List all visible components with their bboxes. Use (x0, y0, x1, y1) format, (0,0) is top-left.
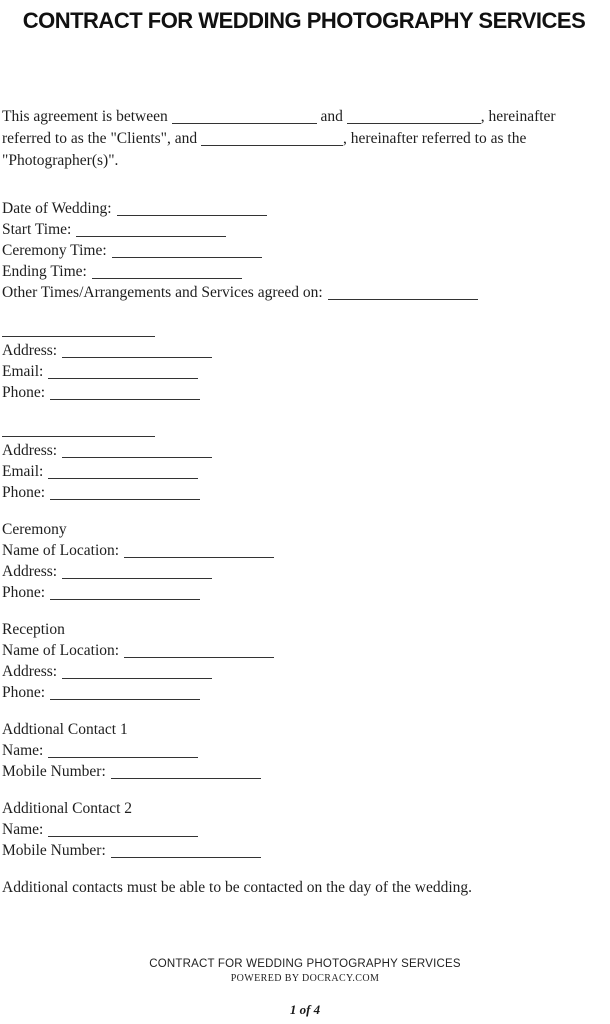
contact1-mobile-label: Mobile Number: (2, 763, 106, 780)
footer-document-title: CONTRACT FOR WEDDING PHOTOGRAPHY SERVICES (149, 958, 461, 970)
client2-address-blank (62, 446, 212, 458)
ending-time-label: Ending Time: (2, 263, 87, 280)
client-name-blank-1 (172, 112, 317, 124)
form-line-date-of-wedding (2, 198, 606, 219)
client2-name-blank (2, 425, 155, 437)
client1-address-blank (62, 346, 212, 358)
ceremony-address-line (2, 561, 606, 582)
client2-address-line (2, 440, 606, 461)
form-line-ending-time (2, 261, 606, 282)
client2-phone-line (2, 482, 606, 503)
client1-name-blank (2, 325, 155, 337)
intro-text-2: and (316, 108, 347, 125)
reception-section (2, 619, 606, 703)
reception-heading: Reception (2, 621, 65, 638)
date-of-wedding-label: Date of Wedding: (2, 200, 112, 217)
date-of-wedding-blank (117, 204, 267, 216)
ceremony-time-label: Ceremony Time: (2, 242, 107, 259)
form-line-start-time (2, 219, 606, 240)
client2-email-line (2, 461, 606, 482)
form-line-ceremony-time (2, 240, 606, 261)
ceremony-address-blank (62, 567, 212, 579)
client2-email-blank (48, 467, 198, 479)
client1-phone-line (2, 382, 606, 403)
intro-text-3: , hereinafter referred to as the "Clients", and (2, 108, 556, 147)
ceremony-location-label: Name of Location: (2, 542, 120, 559)
other-times-label: Other Times/Arrangements and Services agreed on: (2, 284, 323, 301)
photographer-name-blank (201, 134, 343, 146)
contact1-mobile-line (2, 761, 606, 782)
reception-address-blank (62, 667, 212, 679)
client2-section (2, 419, 606, 503)
contact2-name-line (2, 819, 606, 840)
reception-phone-label: Phone: (2, 684, 46, 701)
client2-address-label: Address: (2, 442, 58, 459)
other-times-blank (328, 288, 478, 300)
additional-contact2-heading: Additional Contact 2 (2, 800, 133, 817)
client2-phone-blank (50, 488, 200, 500)
contact1-mobile-blank (111, 767, 261, 779)
client1-address-line (2, 340, 606, 361)
document-title: CONTRACT FOR WEDDING PHOTOGRAPHY SERVICES (22, 8, 586, 33)
client1-section (2, 319, 606, 403)
reception-location-blank (124, 646, 274, 658)
form-line-other-times (2, 282, 606, 303)
reception-address-line (2, 661, 606, 682)
reception-phone-line (2, 682, 606, 703)
client-name-blank-2 (347, 112, 481, 124)
ceremony-time-blank (112, 246, 262, 258)
start-time-blank (76, 225, 226, 237)
client2-phone-label: Phone: (2, 484, 46, 501)
client1-phone-blank (50, 388, 200, 400)
additional-contact1-section (2, 719, 606, 782)
contact1-name-label: Name: (2, 742, 44, 759)
ceremony-heading: Ceremony (2, 521, 67, 538)
client1-email-label: Email: (2, 363, 44, 380)
ceremony-phone-blank (50, 588, 200, 600)
ceremony-location-line (2, 540, 606, 561)
ceremony-address-label: Address: (2, 563, 58, 580)
client1-name-line (2, 319, 606, 340)
additional-contacts-note: Additional contacts must be able to be contacted on the day of the wedding. (2, 879, 473, 896)
intro-text-1: This agreement is between (2, 108, 172, 125)
client1-address-label: Address: (2, 342, 58, 359)
contact1-name-blank (48, 746, 198, 758)
ceremony-location-blank (124, 546, 274, 558)
contact2-name-label: Name: (2, 821, 44, 838)
contact1-name-line (2, 740, 606, 761)
contact2-mobile-line (2, 840, 606, 861)
page-number-indicator: 1 of 4 (289, 1002, 321, 1017)
intro-paragraph (2, 106, 606, 172)
reception-address-label: Address: (2, 663, 58, 680)
footer-powered-by: POWERED BY DOCRACY.COM (230, 973, 380, 984)
client2-email-label: Email: (2, 463, 44, 480)
intro-text-4: , hereinafter referred to as the "Photographer(s)". (2, 130, 527, 169)
ceremony-phone-line (2, 582, 606, 603)
reception-location-line (2, 640, 606, 661)
ceremony-phone-label: Phone: (2, 584, 46, 601)
reception-location-label: Name of Location: (2, 642, 120, 659)
ceremony-section (2, 519, 606, 603)
start-time-label: Start Time: (2, 221, 72, 238)
client1-phone-label: Phone: (2, 384, 46, 401)
client1-email-line (2, 361, 606, 382)
page-footer (0, 957, 610, 1018)
additional-contact1-heading: Addtional Contact 1 (2, 721, 128, 738)
ending-time-blank (92, 267, 242, 279)
contact2-mobile-label: Mobile Number: (2, 842, 106, 859)
client2-name-line (2, 419, 606, 440)
contact2-name-blank (48, 825, 198, 837)
wedding-details-section (2, 198, 606, 303)
reception-phone-blank (50, 688, 200, 700)
contact2-mobile-blank (111, 846, 261, 858)
additional-contact2-section (2, 798, 606, 861)
client1-email-blank (48, 367, 198, 379)
